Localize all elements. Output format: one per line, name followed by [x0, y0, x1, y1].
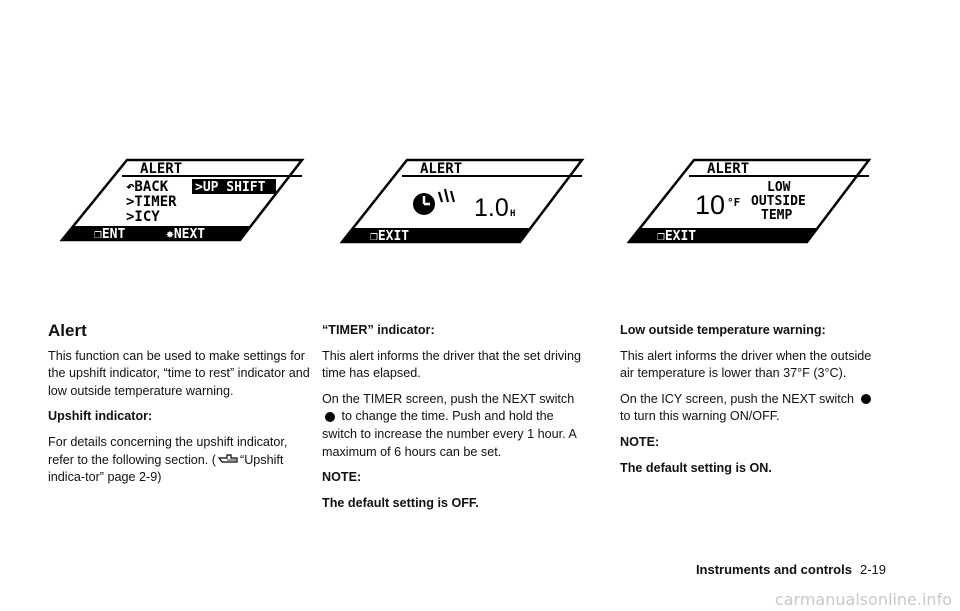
low-temp-paragraph — [620, 391, 886, 426]
menu-line-icy: >ICY — [126, 209, 160, 225]
menu-line-back: ↶BACK — [126, 179, 169, 195]
footer-section: Instruments and controls — [695, 562, 852, 577]
low-temp-heading: Low outside temperature warning: — [620, 323, 826, 337]
low-temp-note-label: NOTE: — [620, 434, 660, 449]
next-switch-icon — [861, 394, 871, 404]
alert-intro: This function can be used to make settings for the upshift indicator, “time to rest” indicator and low outside temperature warning. — [48, 348, 310, 398]
icy-temp-value: 10 — [695, 190, 726, 220]
low-temp-note-text: The default setting is ON. — [620, 460, 772, 475]
timer-note-text: The default setting is OFF. — [322, 495, 479, 510]
timer-footer-exit: ❐EXIT — [370, 229, 410, 244]
low-temp-text-a: On the ICY screen, push the NEXT switch — [620, 391, 855, 406]
timer-intro: This alert informs the driver that the set driving time has elapsed. — [322, 348, 581, 381]
section-heading-alert: Alert — [48, 321, 87, 340]
footer-page-number: 2-19 — [859, 562, 886, 577]
timer-text-b: to change the time. Push and hold the switch to increase the number every 1 hour. A maximum of 6 hours can be set. — [322, 409, 577, 459]
low-temp-text-b: to turn this warning ON/OFF. — [620, 409, 780, 424]
timer-title: ALERT — [420, 161, 463, 177]
icy-msg-temp: TEMP — [761, 208, 793, 223]
menu-line-timer: >TIMER — [126, 194, 177, 210]
page-footer — [696, 562, 886, 577]
icy-msg-outside: OUTSIDE — [751, 194, 806, 209]
alert-menu-display — [60, 158, 305, 242]
low-temp-intro: This alert informs the driver when the outside air temperature is lower than 37°F (3°C). — [620, 348, 872, 381]
timer-value: 1.0 — [474, 194, 509, 222]
upshift-text-a: For details concerning the upshift indicator, refer to the following section. ( — [48, 434, 288, 467]
column-alert — [48, 322, 314, 495]
clock-icon — [413, 193, 435, 215]
icy-msg-low: LOW — [767, 180, 791, 195]
upshift-text-b[interactable]: “Upshift indica-tor” page 2-9) — [48, 452, 284, 485]
alert-low-temp-display — [627, 158, 872, 244]
timer-text-a: On the TIMER screen, push the NEXT switch — [322, 391, 575, 406]
upshift-heading: Upshift indicator: — [48, 409, 153, 424]
pointing-hand-icon — [218, 452, 238, 470]
icy-temp-unit: °F — [727, 196, 741, 209]
next-switch-icon — [325, 412, 335, 422]
watermark: carmanualsonline.info — [774, 590, 952, 609]
menu-footer-next: ✸NEXT — [166, 227, 206, 242]
menu-highlight-upshift: >UP SHIFT — [195, 180, 266, 195]
menu-title: ALERT — [140, 161, 183, 177]
icy-title: ALERT — [707, 161, 750, 177]
column-low-temp — [620, 322, 886, 485]
column-timer — [322, 322, 588, 520]
timer-unit: H — [510, 209, 516, 219]
alert-timer-display — [340, 158, 585, 244]
icy-footer-exit: ❐EXIT — [657, 229, 697, 244]
timer-note-label: NOTE: — [322, 470, 362, 485]
timer-paragraph — [322, 391, 588, 461]
menu-footer-ent: ❐ENT — [94, 227, 126, 242]
timer-heading: “TIMER” indicator: — [322, 323, 435, 337]
upshift-paragraph — [48, 434, 314, 487]
